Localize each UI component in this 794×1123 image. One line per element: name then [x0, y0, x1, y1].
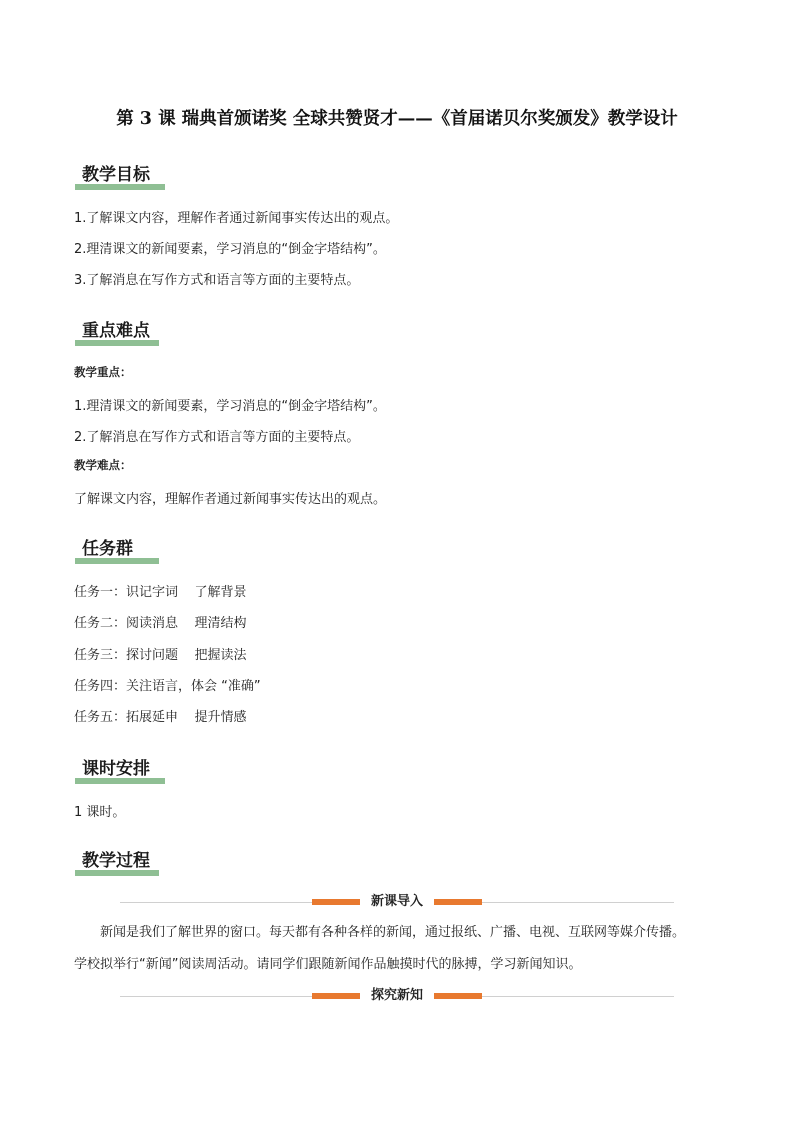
difficulty-label: 教学难点：: [74, 458, 132, 472]
difficulty-text: 了解课文内容，理解作者通过新闻事实传达出的观点。: [74, 492, 387, 507]
heading-text: 重点难点: [82, 321, 150, 341]
task-item-2: 任务二：阅读消息 理清结构: [74, 616, 247, 631]
intro-paragraph-line-1: 新闻是我们了解世界的窗口。每天都有各种各样的新闻，通过报纸、广播、电视、互联网等媒介传播。: [100, 925, 686, 940]
intro-paragraph-line-2: 学校拟举行“新闻”阅读周活动。请同学们跟随新闻作品触摸时代的脉搏，学习新闻知识。: [74, 957, 582, 972]
task-item-1: 任务一：识记字词 了解背景: [74, 585, 247, 600]
heading-text: 教学目标: [82, 165, 150, 185]
heading-text: 任务群: [82, 539, 133, 559]
task-item-5: 任务五：拓展延申 提升情感: [74, 710, 247, 725]
goal-item-3: 3.了解消息在写作方式和语言等方面的主要特点。: [74, 273, 360, 288]
task-item-4: 任务四：关注语言，体会 “准确”: [74, 679, 261, 694]
banner-intro: [120, 895, 674, 911]
focus-item-2: 2.了解消息在写作方式和语言等方面的主要特点。: [74, 430, 360, 445]
focus-item-1: 1.理清课文的新闻要素，学习消息的“倒金字塔结构”。: [74, 399, 386, 414]
goal-item-2: 2.理清课文的新闻要素，学习消息的“倒金字塔结构”。: [74, 242, 386, 257]
banner-explore: [120, 989, 674, 1005]
task-item-3: 任务三：探讨问题 把握读法: [74, 648, 247, 663]
schedule-text: 1 课时。: [74, 805, 126, 820]
goal-item-1: 1.了解课文内容，理解作者通过新闻事实传达出的观点。: [74, 211, 399, 226]
banner-label: 探究新知: [360, 986, 434, 1006]
focus-label: 教学重点：: [74, 365, 132, 379]
banner-label: 新课导入: [360, 892, 434, 912]
heading-text: 课时安排: [82, 759, 150, 779]
heading-text: 教学过程: [82, 851, 150, 871]
document-title: 第 3 课 瑞典首颁诺奖 全球共赞贤才——《首届诺贝尔奖颁发》教学设计: [116, 109, 678, 129]
